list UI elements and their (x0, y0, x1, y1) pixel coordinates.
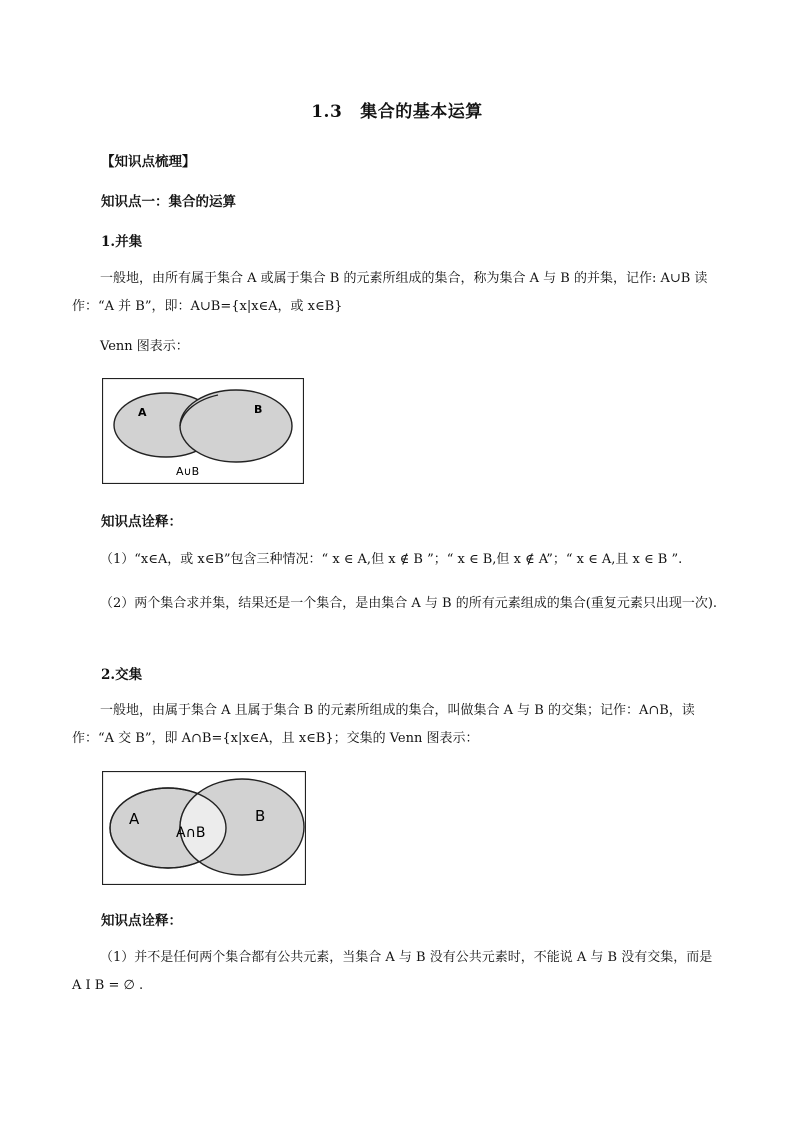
union-note-2: （2）两个集合求并集，结果还是一个集合，是由集合 A 与 B 的所有元素组成的集合(重复元素只出现一次). (100, 596, 718, 611)
union-note-1: （1）“x∈A，或 x∈B”包含三种情况：“ x ∈ A,但 x ∉ B ”；“ x ∈ B,但 x ∉ A”；“ x ∈ A,且 x ∈ B ”. (100, 552, 683, 567)
knowledge-point-heading: 知识点一：集合的运算 (101, 194, 236, 210)
intersection-notes-heading: 知识点诠释： (101, 913, 182, 929)
venn-label-b: B (255, 807, 266, 825)
venn-label-union: A∪B (176, 465, 200, 478)
venn-label-b: B (254, 403, 263, 416)
union-venn-diagram (102, 378, 304, 484)
intersection-venn-diagram (102, 771, 306, 885)
section-header: 【知识点梳理】 (101, 154, 196, 170)
page-title (0, 97, 794, 122)
intersection-definition: 一般地，由属于集合 A 且属于集合 B 的元素所组成的集合，叫做集合 A 与 B 的交集；记作：A∩B，读作：“A 交 B”，即 A∩B={x|x∈A，且 x∈B}；交集的 Venn 图表示： (72, 703, 695, 746)
section-title: 集合的基本运算 (360, 102, 483, 122)
venn-label-a: A (129, 810, 140, 828)
union-heading: 1.并集 (101, 234, 143, 250)
intersection-note-1: （1）并不是任何两个集合都有公共元素，当集合 A 与 B 没有公共元素时，不能说 A 与 B 没有交集，而是 A I B = ∅ . (72, 950, 713, 993)
intersection-heading: 2.交集 (101, 667, 143, 683)
venn-label-a: A (138, 406, 147, 419)
set-b-circle (180, 390, 292, 462)
union-definition: 一般地，由所有属于集合 A 或属于集合 B 的元素所组成的集合，称为集合 A 与 B 的并集，记作: A∪B 读作：“A 并 B”，即：A∪B={x|x∈A，或 x∈B} (72, 271, 708, 314)
section-number: 1.3 (311, 102, 343, 122)
union-notes-heading: 知识点诠释： (101, 514, 182, 530)
venn-caption: Venn 图表示： (100, 339, 189, 354)
venn-label-intersection: A∩B (176, 825, 206, 841)
